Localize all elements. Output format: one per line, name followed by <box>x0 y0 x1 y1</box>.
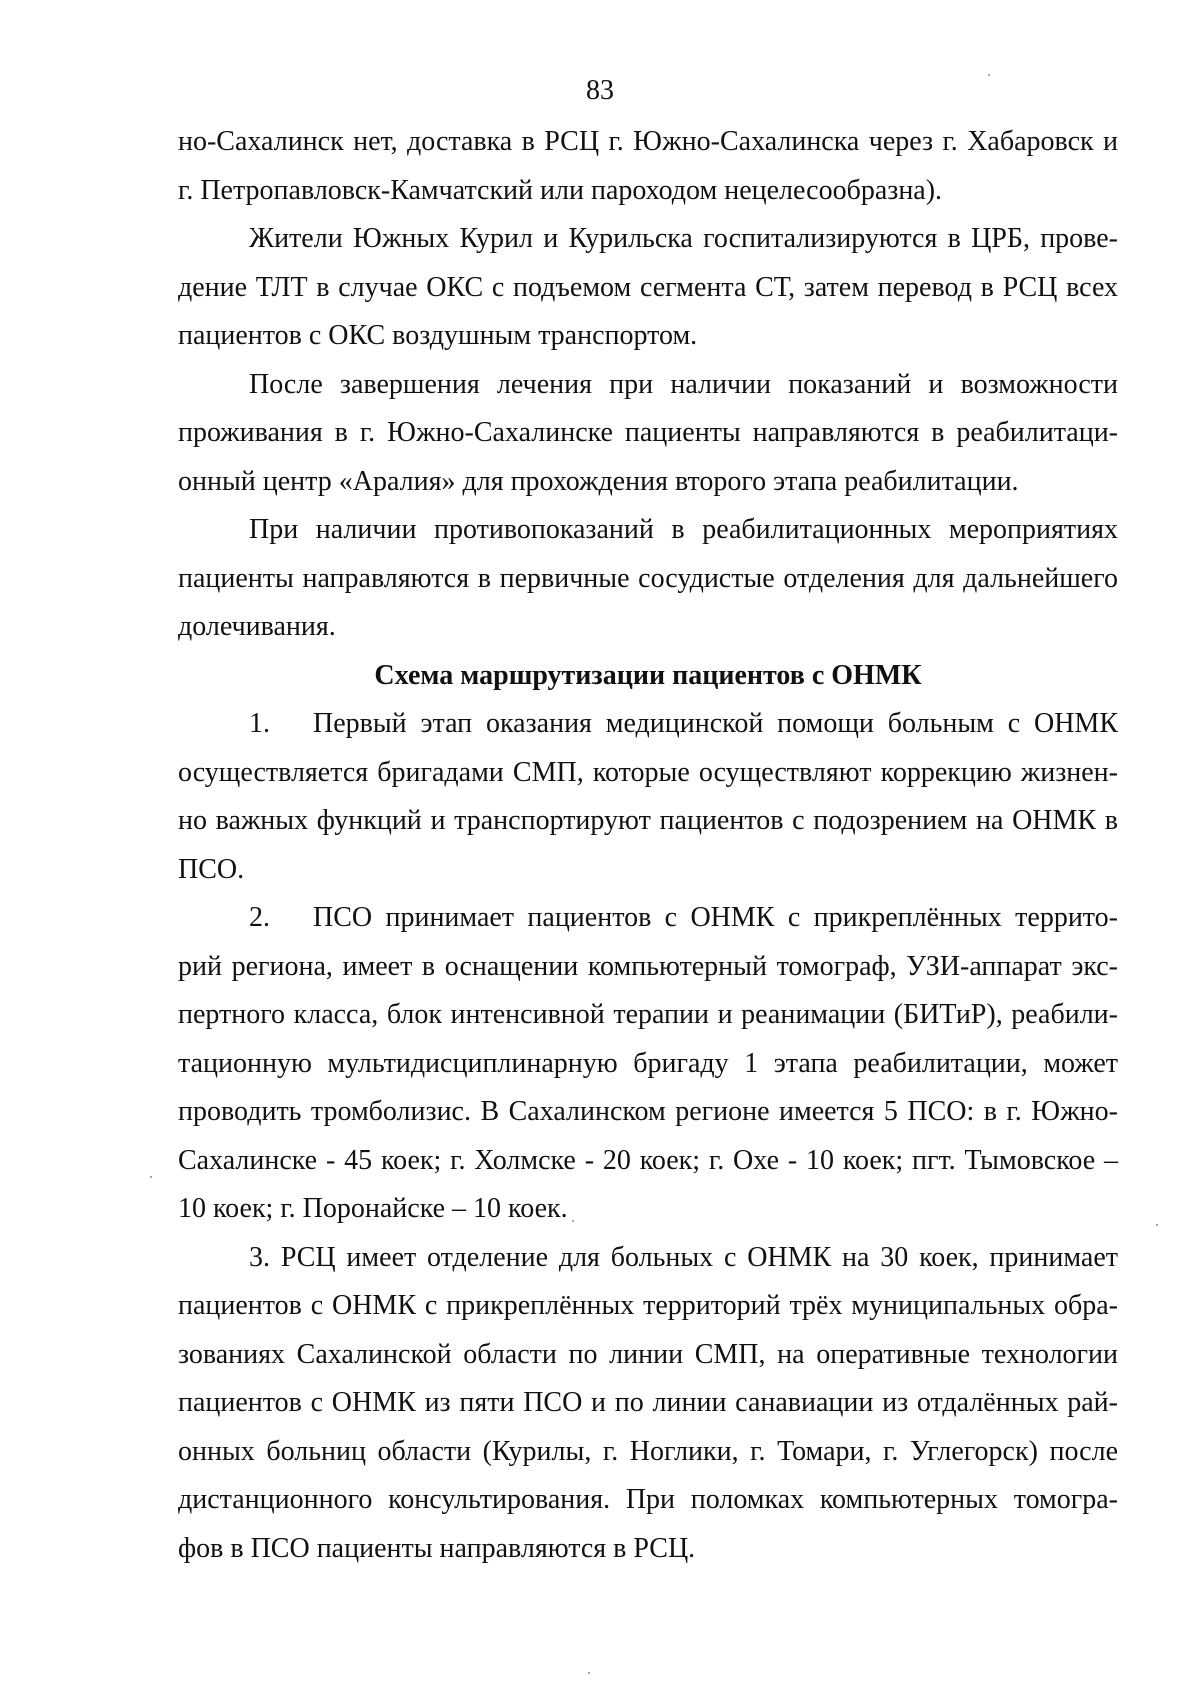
scan-speck <box>1156 1224 1158 1226</box>
text-line: Первый этап оказания медицинской помощи больным с ОНМК <box>313 708 1118 739</box>
list-item-3-first-line: 3. РСЦ имеет отделение для больных с ОНМК на 30 коек, принимает <box>249 1241 1118 1273</box>
text-line: зованиях Сахалинской области по линии СМП, на оперативные технологии <box>178 1338 1118 1370</box>
text-line: осуществляется бригадами СМП, которые осуществляют коррекцию жизнен- <box>178 756 1118 788</box>
text-line: дистанционного консультирования. При поломках компьютерных томогра- <box>178 1484 1118 1515</box>
page-number: 83 <box>586 75 614 106</box>
text-line: пациентов с ОКС воздушным транспортом. <box>178 320 698 351</box>
text-line: проводить тромболизис. В Сахалинском регионе имеется 5 ПСО: в г. Южно- <box>178 1096 1118 1127</box>
text-line: пациенты направляются в первичные сосудистые отделения для дальнейшего <box>178 562 1118 594</box>
scan-speck <box>588 1672 590 1674</box>
section-heading: Схема маршрутизации пациентов с ОНМК <box>374 659 922 691</box>
page-body <box>178 118 1118 1573</box>
text-line: пациентов с ОНМК с прикреплённых территорий трёх муниципальных обра- <box>178 1290 1118 1321</box>
text-line: но-Сахалинск нет, доставка в РСЦ г. Южно-Сахалинска через г. Хабаровск и <box>178 126 1118 157</box>
text-line: тационную мультидисциплинарную бригаду 1 этапа реабилитации, может <box>178 1047 1118 1079</box>
text-line: дение ТЛТ в случае ОКС с подъемом сегмента СТ, затем перевод в РСЦ всех <box>178 271 1118 303</box>
text-line: ПСО. <box>178 853 245 885</box>
text-line: При наличии противопоказаний в реабилитационных мероприятиях <box>249 514 1118 545</box>
text-line: долечивания. <box>178 611 336 642</box>
text-line: 10 коек; г. Поронайске – 10 коек. <box>178 1193 568 1224</box>
text-line: фов в ПСО пациенты направляются в РСЦ. <box>178 1532 696 1564</box>
text-line: онный центр «Аралия» для прохождения второго этапа реабилитации. <box>178 465 1019 497</box>
text-line: проживания в г. Южно-Сахалинске пациенты направляются в реабилитаци- <box>178 417 1118 448</box>
list-number: 2. <box>249 902 270 933</box>
list-number: 1. <box>249 708 270 739</box>
text-line: После завершения лечения при наличии показаний и возможности <box>249 368 1118 400</box>
text-line: Сахалинске - 45 коек; г. Холмске - 20 коек; г. Охе - 10 коек; пгт. Тымовское – <box>178 1144 1118 1176</box>
scan-speck <box>988 74 990 76</box>
scan-speck <box>150 1176 152 1178</box>
text-line: ПСО принимает пациентов с ОНМК с прикреплённых террито- <box>313 902 1118 933</box>
text-line: Жители Южных Курил и Курильска госпитализируются в ЦРБ, прове- <box>249 223 1118 254</box>
list-item-2-first-line <box>178 894 1118 943</box>
text-line: рий региона, имеет в оснащении компьютерный томограф, УЗИ-аппарат экс- <box>178 950 1118 982</box>
text-line: г. Петропавловск-Камчатский или пароходом нецелесообразна). <box>178 174 943 206</box>
list-item-1-first-line <box>178 700 1118 749</box>
text-line: пертного класса, блок интенсивной терапии и реанимации (БИТиР), реабили- <box>178 999 1118 1030</box>
text-line: онных больниц области (Курилы, г. Ноглики, г. Томари, г. Углегорск) после <box>178 1435 1118 1467</box>
text-line: пациентов с ОНМК из пяти ПСО и по линии санавиации из отдалённых рай- <box>178 1387 1118 1418</box>
text-line: но важных функций и транспортируют пациентов с подозрением на ОНМК в <box>178 805 1118 836</box>
scan-speck <box>572 1220 574 1222</box>
